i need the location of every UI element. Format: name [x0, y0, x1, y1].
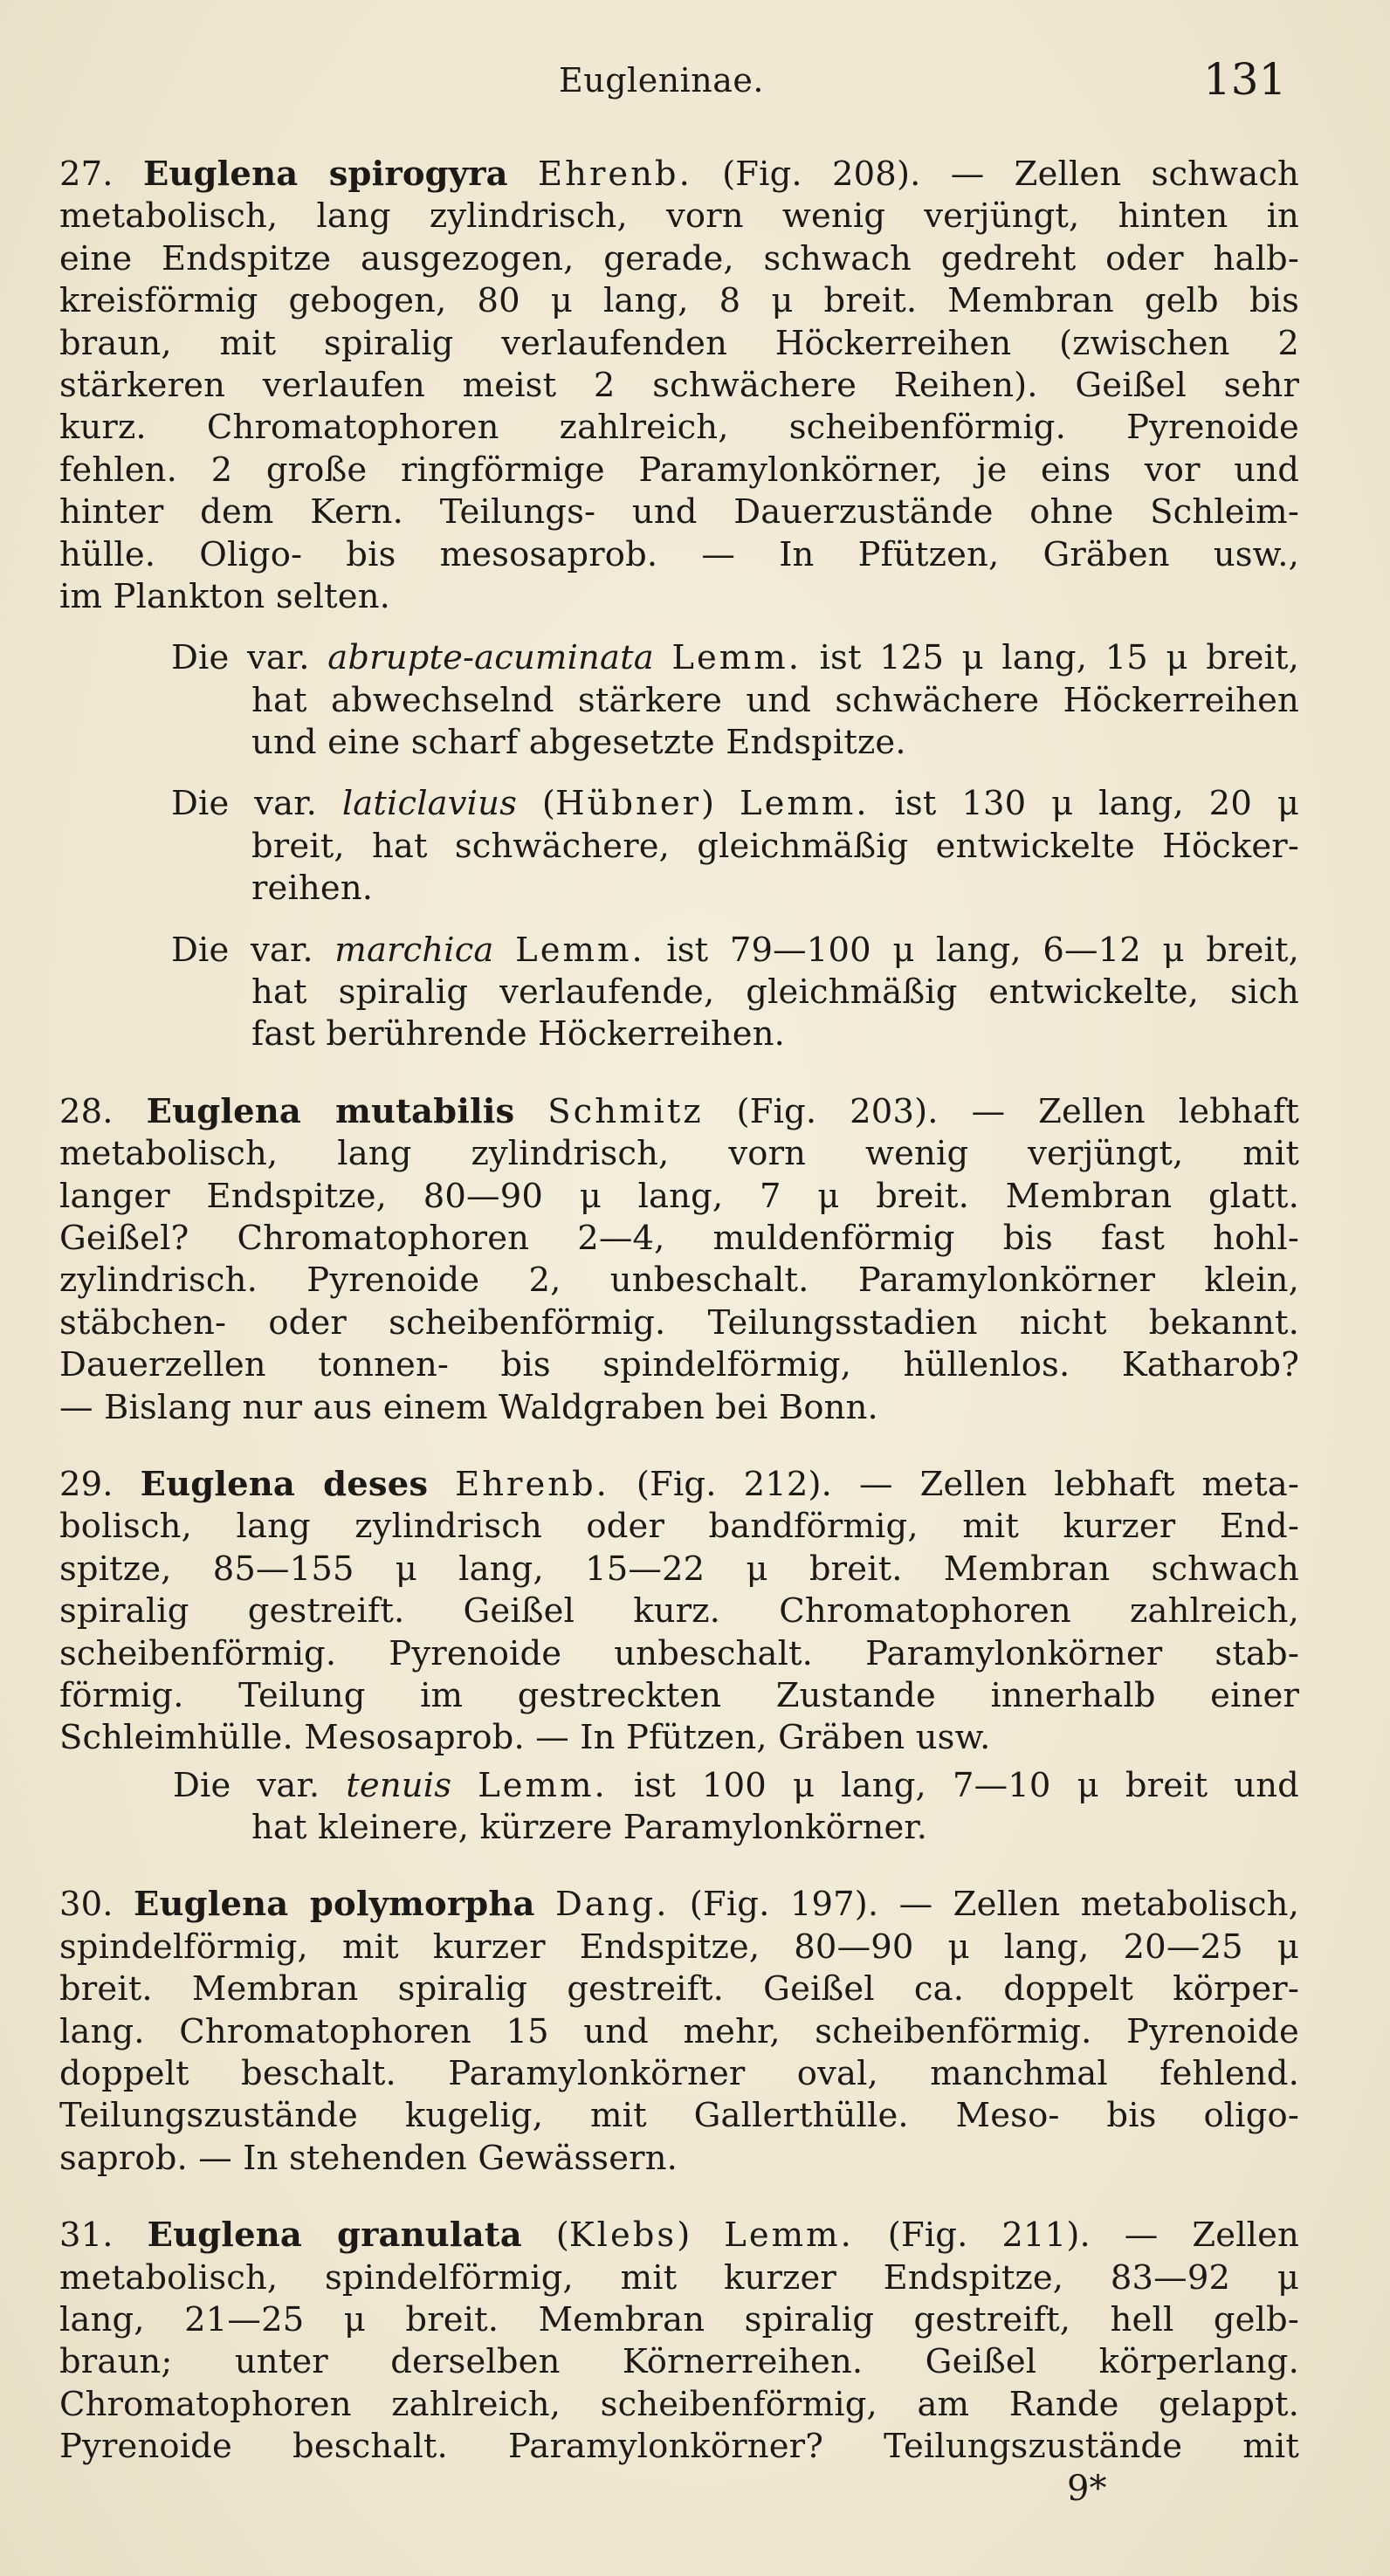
text-line: spitze, 85—155 μ lang, 15—22 μ breit. Membran schwach	[59, 1549, 1299, 1589]
text-line: 30. Euglena polymorpha Dang. (Fig. 197). — Zellen metabolisch,	[59, 1885, 1299, 1925]
entry-27	[59, 154, 1299, 1056]
page-header	[0, 54, 1390, 115]
text-line: metabolisch, spindelförmig, mit kurzer Endspitze, 83—92 μ	[59, 2257, 1299, 2298]
text-line: braun; unter derselben Körnerreihen. Geißel körperlang.	[59, 2342, 1299, 2382]
text-line: metabolisch, lang zylindrisch, vorn wenig verjüngt, hinten in	[59, 196, 1299, 237]
text-line: Geißel? Chromatophoren 2—4, muldenförmig bis fast hohl-	[59, 1218, 1299, 1258]
variety-line: Die var. laticlavius (Hübner) Lemm. ist 130 μ lang, 20 μ	[171, 784, 1299, 824]
variety-line: Die var. marchica Lemm. ist 79—100 μ lang, 6—12 μ breit,	[171, 930, 1299, 970]
text-line: breit. Membran spiralig gestreift. Geißel ca. doppelt körper-	[59, 1969, 1299, 2009]
text-line: spiralig gestreift. Geißel kurz. Chromatophoren zahlreich,	[59, 1591, 1299, 1631]
entry-29	[59, 1464, 1299, 1850]
text-line: 31. Euglena granulata (Klebs) Lemm. (Fig. 211). — Zellen	[59, 2215, 1299, 2256]
text-line: hülle. Oligo- bis mesosaprob. — In Pfützen, Gräben usw.,	[59, 534, 1299, 574]
running-title: Eugleninae.	[559, 61, 765, 100]
text-line: fehlen. 2 große ringförmige Paramylonkörner, je eins vor und	[59, 450, 1299, 490]
variety-line: Die var. abrupte-acuminata Lemm. ist 125 μ lang, 15 μ breit,	[171, 638, 1299, 678]
variety-abrupte-acuminata	[59, 637, 1299, 764]
text-line: lang. Chromatophoren 15 und mehr, scheibenförmig. Pyrenoide	[59, 2011, 1299, 2051]
variety-line: Die var. tenuis Lemm. ist 100 μ lang, 7—10 μ breit und	[173, 1765, 1299, 1805]
signature-mark: 9*	[1067, 2469, 1107, 2509]
text-line: doppelt beschalt. Paramylonkörner oval, manchmal fehlend.	[59, 2054, 1299, 2094]
variety-laticlavius	[59, 783, 1299, 910]
text-line: braun, mit spiralig verlaufenden Höckerreihen (zwischen 2	[59, 323, 1299, 363]
text-line: Chromatophoren zahlreich, scheibenförmig, am Rande gelappt.	[59, 2384, 1299, 2424]
variety-line: hat abwechselnd stärkere und schwächere Höckerreihen	[251, 680, 1299, 720]
variety-marchica	[59, 930, 1299, 1056]
text-line: stärkeren verlaufen meist 2 schwächere Reihen). Geißel sehr	[59, 365, 1299, 405]
page-number: 131	[1203, 54, 1287, 105]
text-line: eine Endspitze ausgezogen, gerade, schwach gedreht oder halb-	[59, 238, 1299, 278]
text-line: Schleimhülle. Mesosaprob. — In Pfützen, Gräben usw.	[59, 1718, 991, 1758]
text-line: spindelförmig, mit kurzer Endspitze, 80—90 μ lang, 20—25 μ	[59, 1927, 1299, 1967]
text-line: lang, 21—25 μ breit. Membran spiralig gestreift, hell gelb-	[59, 2299, 1299, 2339]
variety-line: und eine scharf abgesetzte Endspitze.	[251, 723, 906, 763]
text-line: förmig. Teilung im gestreckten Zustande innerhalb einer	[59, 1675, 1299, 1715]
text-line: 28. Euglena mutabilis Schmitz (Fig. 203). — Zellen lebhaft	[59, 1091, 1299, 1131]
variety-line: hat spiralig verlaufende, gleichmäßig entwickelte, sich	[251, 972, 1299, 1013]
text-line: 29. Euglena deses Ehrenb. (Fig. 212). — Zellen lebhaft meta-	[59, 1464, 1299, 1504]
text-line: Pyrenoide beschalt. Paramylonkörner? Teilungszustände mit	[59, 2427, 1299, 2467]
text-line: hinter dem Kern. Teilungs- und Dauerzustände ohne Schleim-	[59, 492, 1299, 532]
variety-line: hat kleinere, kürzere Paramylonkörner.	[251, 1808, 928, 1848]
variety-tenuis	[59, 1765, 1299, 1850]
text-line: 27. Euglena spirogyra Ehrenb. (Fig. 208). — Zellen schwach	[59, 155, 1299, 194]
text-line: kurz. Chromatophoren zahlreich, scheibenförmig. Pyrenoide	[59, 408, 1299, 448]
text-line: — Bislang nur aus einem Waldgraben bei Bonn.	[59, 1387, 878, 1427]
text-line: kreisförmig gebogen, 80 μ lang, 8 μ breit. Membran gelb bis	[59, 281, 1299, 321]
text-line: Dauerzellen tonnen- bis spindelförmig, hüllenlos. Katharob?	[59, 1345, 1299, 1385]
text-line: saprob. — In stehenden Gewässern.	[59, 2138, 678, 2178]
text-line: Teilungszustände kugelig, mit Gallerthülle. Meso- bis oligo-	[59, 2096, 1299, 2136]
text-line: bolisch, lang zylindrisch oder bandförmig, mit kurzer End-	[59, 1507, 1299, 1547]
variety-line: fast berührende Höckerreihen.	[251, 1014, 786, 1054]
text-line: metabolisch, lang zylindrisch, vorn wenig verjüngt, mit	[59, 1134, 1299, 1174]
body-text	[59, 154, 1299, 2504]
text-line: zylindrisch. Pyrenoide 2, unbeschalt. Paramylonkörner klein,	[59, 1261, 1299, 1301]
text-line: langer Endspitze, 80—90 μ lang, 7 μ breit. Membran glatt.	[59, 1176, 1299, 1216]
variety-line: reihen.	[251, 869, 374, 909]
text-line: scheibenförmig. Pyrenoide unbeschalt. Paramylonkörner stab-	[59, 1633, 1299, 1673]
variety-line: breit, hat schwächere, gleichmäßig entwickelte Höcker-	[251, 826, 1299, 866]
entry-30	[59, 1884, 1299, 2180]
entry-28	[59, 1091, 1299, 1429]
text-line: stäbchen- oder scheibenförmig. Teilungsstadien nicht bekannt.	[59, 1302, 1299, 1343]
entry-31	[59, 2215, 1299, 2468]
text-line: im Plankton selten.	[59, 576, 391, 616]
